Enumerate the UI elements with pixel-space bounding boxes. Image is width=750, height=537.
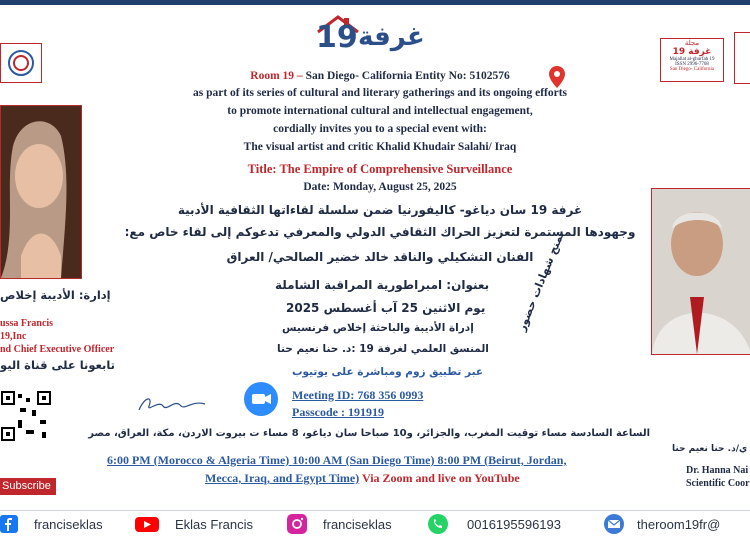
magazine-logo-line3: Majallat al-ghurfah 19 (669, 57, 715, 62)
man-portrait-image (652, 189, 750, 354)
header-line2: as part of its series of cultural and literary gatherings and its ongoing efforts (192, 87, 568, 99)
arabic-line3: الفنان التشكيلي والناقد خالد خضير الصالحي/ العراق (226, 250, 534, 264)
right-portrait-photo (651, 188, 750, 355)
magazine-logo-partial (734, 32, 750, 84)
signature (135, 392, 210, 416)
event-title: Title: The Empire of Comprehensive Surveillance (247, 162, 513, 176)
header-line1 (120, 70, 640, 82)
left-caption-ar: إدارة: الأديبة إخلاص (0, 288, 111, 302)
qr-code[interactable] (0, 390, 52, 442)
left-org: 19,Inc (0, 331, 27, 342)
footer-instagram[interactable] (287, 514, 392, 534)
arabic-line4: بعنوان: امبراطورية المراقبة الشاملة (275, 278, 490, 292)
footer-email-text: theroom19fr@ (637, 516, 721, 532)
arabic-line2: وجهودها المستمرة لتعزيز الحراك الثقافي الدولي والمعرفي تدعوكم إلى لقاء خاص مع: (124, 225, 636, 239)
meeting-id-link[interactable]: Meeting ID: 768 356 0993 (292, 388, 424, 402)
arabic-line8: عبر تطبيق زوم ومباشرة على يوتيوب (292, 366, 484, 378)
woman-portrait-image (1, 106, 81, 278)
arabic-line6: إدراة الأديبة والباحثة إخلاص فرنسيس (282, 322, 474, 334)
certificate-note: تمنح شهادات حضور (515, 229, 567, 333)
via-zoom-text: Via Zoom and live on YouTube (359, 471, 520, 485)
circular-logo-icon (1, 44, 41, 82)
footer-facebook[interactable] (0, 514, 103, 534)
footer-instagram-text: franciseklas (323, 516, 392, 532)
logo-number: 19 (316, 20, 358, 55)
footer-email[interactable] (603, 514, 720, 534)
header-line3: to promote international cultural and intellectual engagement, (227, 105, 533, 117)
footer-facebook-text: franciseklas (34, 516, 103, 532)
left-portrait-photo (0, 105, 82, 279)
event-date: Date: Monday, August 25, 2025 (303, 181, 457, 193)
arabic-line5: يوم الاثنين 25 آب أغسطس 2025 (286, 301, 486, 315)
magazine-logo-line1: مجلة (684, 39, 700, 47)
left-follow-ar: تابعونا على قناة اليو (0, 358, 115, 372)
room19-logo (316, 14, 426, 60)
footer-whatsapp-text: 0016195596193 (467, 516, 561, 532)
footer-whatsapp[interactable] (427, 514, 561, 534)
zoom-icon[interactable] (244, 382, 278, 416)
header-line4: cordially invites you to a special event with: (273, 123, 487, 135)
times-line1[interactable]: 6:00 PM (Morocco & Algeria Time) 10:00 AM (San Diego Time) 8:00 PM (Beirut, Jordan, (107, 453, 567, 467)
magazine-logo-line2: غرفة 19 (672, 47, 712, 57)
magazine-logo-line4: ISSN 2996-7708 (675, 62, 709, 67)
arabic-line7: المنسق العلمي لغرفة 19 :د. حنا نعيم حنا (277, 343, 489, 355)
passcode-link[interactable]: Passcode : 191919 (292, 405, 384, 419)
right-name: Dr. Hanna Nai (686, 465, 749, 476)
left-logo (0, 43, 42, 83)
footer-youtube[interactable] (135, 514, 253, 534)
instagram-icon (287, 514, 307, 534)
logo-word: غرفة (358, 22, 425, 52)
magazine-logo (660, 38, 724, 82)
right-caption-ar: ي/د. حنا نعيم حنا (672, 444, 748, 454)
header-line5: The visual artist and critic Khalid Khudair Salahi/ Iraq (243, 141, 517, 153)
magazine-logo-line5: San Diego- California (669, 67, 715, 72)
entity-text: San Diego- California Entity No: 5102576 (305, 70, 510, 82)
left-name: ussa Francis (0, 318, 54, 329)
times-line2 (205, 471, 520, 486)
arabic-times: الساعة السادسة مساء توقيت المغرب، والجزائر، و10 صباحا سان دياغو، 8 مساء ت بيروت الاردن، مكة، العراق، مصر (88, 428, 650, 439)
whatsapp-icon (427, 513, 449, 535)
top-bar (0, 0, 750, 5)
subscribe-button[interactable]: Subscribe (0, 478, 56, 495)
left-role: nd Chief Executive Officer (0, 344, 115, 355)
footer-youtube-text: Eklas Francis (175, 516, 254, 532)
times-line2-link[interactable]: Mecca, Iraq, and Egypt Time) (205, 471, 360, 485)
youtube-icon (135, 515, 159, 533)
arabic-line1: غرفة 19 سان دياغو- كاليفورنيا ضمن سلسلة لقاءاتها الثقافية الأدبية (177, 203, 583, 217)
room19-label: Room 19 – (250, 70, 306, 82)
email-icon (603, 513, 625, 535)
facebook-icon (0, 515, 18, 533)
right-role: Scientific Coor (686, 478, 750, 489)
